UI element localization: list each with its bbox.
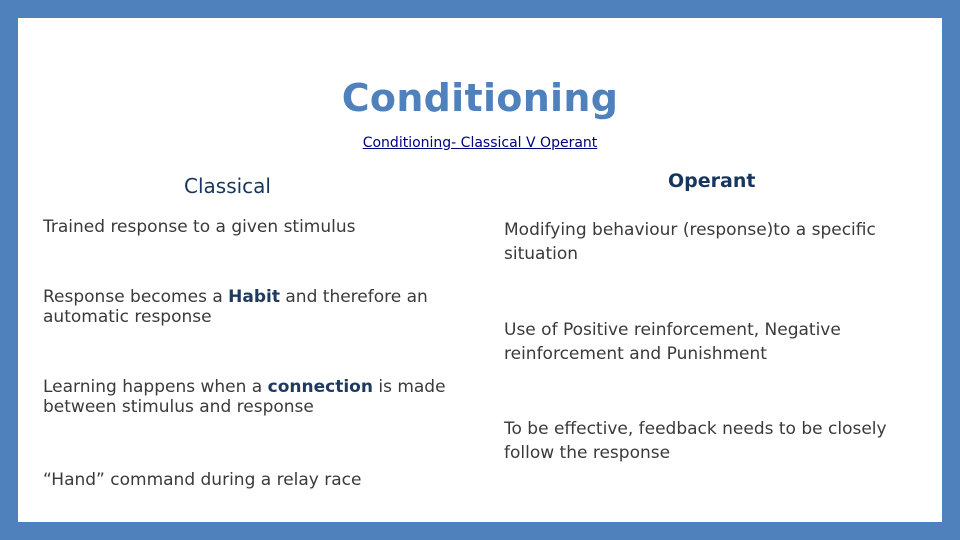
classical-item-3-text-a: Learning happens when a bbox=[43, 377, 268, 397]
classical-item-4: “Hand” command during a relay race bbox=[43, 470, 362, 490]
classical-item-2-text-a: Response becomes a bbox=[43, 287, 229, 307]
classical-item-3 bbox=[43, 377, 463, 417]
slide-title: Conditioning bbox=[341, 76, 619, 120]
classical-heading: Classical bbox=[184, 174, 271, 198]
operant-item-3: To be effective, feedback needs to be closely follow the response bbox=[504, 419, 887, 463]
classical-item-3-bold: connection bbox=[267, 377, 373, 397]
operant-item-1: Modifying behaviour (response)to a specific situation bbox=[504, 220, 876, 264]
classical-item-2 bbox=[43, 287, 463, 327]
classical-item-2-bold: Habit bbox=[228, 287, 280, 307]
operant-item-2: Use of Positive reinforcement, Negative reinforcement and Punishment bbox=[504, 320, 841, 364]
classical-item-2-text-b: and therefore an automatic response bbox=[43, 287, 428, 327]
subtitle-link[interactable]: Conditioning- Classical V Operant bbox=[362, 135, 598, 151]
classical-item-3-text-b: is made between stimulus and response bbox=[43, 377, 446, 417]
operant-heading: Operant bbox=[668, 170, 756, 192]
classical-item-1: Trained response to a given stimulus bbox=[43, 217, 356, 237]
